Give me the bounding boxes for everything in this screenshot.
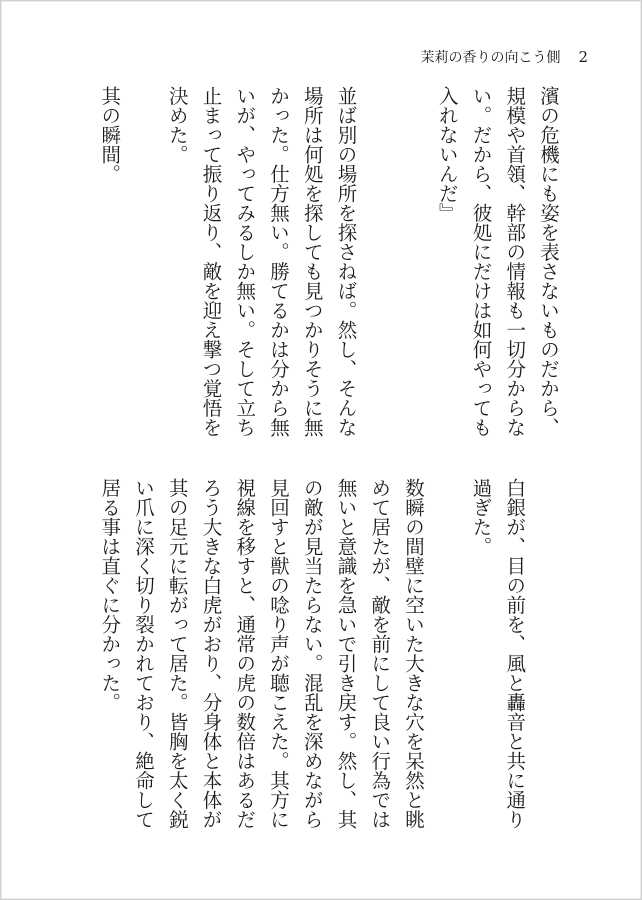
text-line: 数瞬の間壁に空いた大きな穴を呆然と眺	[402, 478, 425, 829]
blank-line	[363, 86, 397, 446]
page-number: 2	[578, 48, 588, 66]
text-line: 其の瞬間。	[98, 86, 122, 184]
text-line: 居る事は直ぐに分かった。	[98, 478, 122, 712]
text-line: い爪に深く切り裂かれており、絶命して	[132, 478, 155, 829]
text-line: めて居たが、敵を前にして良い行為では	[368, 478, 392, 829]
text-line: 白銀が、目の前を、風と轟音と共に通り	[503, 478, 527, 829]
text-line: 入れないんだ』	[435, 86, 459, 223]
text-line: ろう大きな白虎がおり、分身体と本体が	[199, 478, 223, 829]
blank-line	[531, 478, 565, 838]
text-line: いが、やってみるしか無い。そして立ち	[233, 86, 257, 437]
upper-tier-text	[93, 86, 566, 446]
text-line: 並ば別の場所を探さねば。然し、そんな	[334, 86, 358, 437]
text-line: 其の足元に転がって居た。皆胸を太く鋭	[165, 478, 189, 829]
blank-line	[430, 478, 464, 838]
text-line: 無いと意識を急いで引き戻す。然し、其	[334, 478, 358, 829]
running-header	[420, 47, 588, 67]
text-line: かった。仕方無い。勝てるかは分から無	[267, 86, 290, 437]
text-line: の敵が見当たらない。混乱を深めながら	[300, 478, 324, 829]
text-line: 視線を移すと、通常の虎の数倍はあるだ	[233, 478, 257, 829]
text-line: 決めた。	[165, 86, 189, 164]
text-line: 濱の危機にも姿を表さないものだから、	[537, 86, 560, 437]
text-line: い。だから、彼処にだけは如何やっても	[469, 86, 493, 437]
text-line: 止まって振り返り、敵を迎え撃つ覚悟を	[199, 86, 223, 437]
lower-tier-text	[93, 478, 566, 838]
text-line: 見回すと獣の唸り声が聴こえた。其方に	[267, 478, 290, 829]
book-title: 茉莉の香りの向こう側	[420, 50, 561, 66]
text-line: 場所は何処を探しても見つかりそうに無	[300, 86, 324, 437]
text-line: 規模や首領、幹部の情報も一切分からな	[503, 86, 527, 437]
text-line: 過ぎた。	[469, 478, 493, 556]
blank-line	[126, 86, 160, 446]
blank-line	[396, 86, 430, 446]
